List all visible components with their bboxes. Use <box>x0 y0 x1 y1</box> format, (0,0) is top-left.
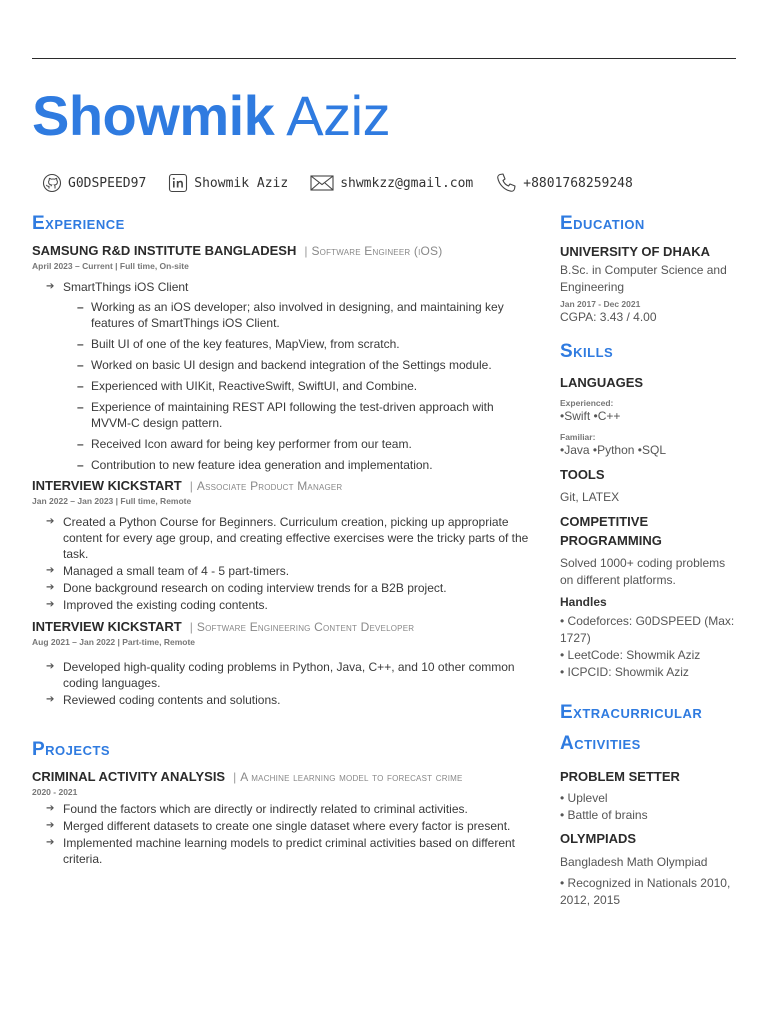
job-organization: INTERVIEW KICKSTART <box>32 478 182 493</box>
handle-icpc: • ICPCID: Showmik Aziz <box>560 665 689 679</box>
list-item: – Worked on basic UI design and backend integration of the Settings module. <box>77 358 492 372</box>
arrow-bullet-icon: ➔ <box>46 803 55 814</box>
olympiad-recognition: • Recognized in Nationals 2010, 2012, 2015 <box>560 876 731 907</box>
contact-email[interactable] <box>310 174 473 192</box>
extracurricular-heading-line2: Activities <box>560 733 641 754</box>
familiar-label: Familiar: <box>560 432 596 442</box>
list-item: ➔ Done background research on coding interview trends for a B2B project. <box>46 581 447 595</box>
phone-icon <box>495 172 517 194</box>
project-description: A machine learning model to forecast crime <box>240 770 463 784</box>
list-item: – Received Icon award for being key performer from our team. <box>77 437 412 451</box>
dash-bullet-icon: – <box>77 379 84 393</box>
projects-heading: Projects <box>32 739 111 760</box>
github-icon <box>42 173 62 193</box>
contact-bar <box>42 172 655 194</box>
job-role: Software Engineer (iOS) <box>311 244 443 258</box>
job-separator: | <box>189 479 193 493</box>
dash-bullet-icon: – <box>77 458 84 472</box>
arrow-bullet-icon: ➔ <box>46 599 55 610</box>
extracurricular-heading-line1: Extracurricular <box>560 702 703 723</box>
skills-heading: Skills <box>560 341 614 362</box>
handle-leetcode: • LeetCode: Showmik Aziz <box>560 648 701 662</box>
degree: B.Sc. in Computer Science and Engineering <box>560 263 727 294</box>
experienced-languages: •Swift •C++ <box>560 409 621 423</box>
education-date: Jan 2017 - Dec 2021 <box>560 299 641 309</box>
arrow-bullet-icon: ➔ <box>46 565 55 576</box>
dash-bullet-icon: – <box>77 300 84 314</box>
job-entry <box>32 243 532 473</box>
list-item: ➔ Implemented machine learning models to predict criminal activities based on different criteria. <box>46 836 516 866</box>
arrow-bullet-icon: ➔ <box>46 661 55 672</box>
handle-codeforces: • Codeforces: G0DSPEED (Max: 1727) <box>560 614 735 645</box>
phone-number: +8801768259248 <box>523 175 633 191</box>
project-entry <box>32 769 532 867</box>
project-name: CRIMINAL ACTIVITY ANALYSIS <box>32 769 226 784</box>
list-item: – Experience of maintaining REST API following the test-driven approach with MVVM-C design pattern. <box>77 400 494 430</box>
list-item: ➔ Found the factors which are directly or indirectly related to criminal activities. <box>46 802 468 816</box>
arrow-bullet-icon: ➔ <box>46 281 55 292</box>
list-item: – Contribution to new feature idea generation and implementation. <box>77 458 433 472</box>
list-item: – Working as an iOS developer; also involved in designing, and maintaining key features of SmartThings iOS Client. <box>77 300 504 330</box>
project-date: 2020 - 2021 <box>32 787 78 797</box>
experience-heading: Experience <box>32 213 125 234</box>
linkedin-name: Showmik Aziz <box>194 175 289 191</box>
arrow-bullet-icon: ➔ <box>46 837 55 848</box>
school-name: UNIVERSITY OF DHAKA <box>560 244 710 259</box>
job-organization: SAMSUNG R&D INSTITUTE BANGLADESH <box>32 243 297 258</box>
job-separator: | <box>189 620 193 634</box>
list-item: – Experienced with UIKit, ReactiveSwift, SwiftUI, and Combine. <box>77 379 418 393</box>
job-date: Jan 2022 – Jan 2023 | Full time, Remote <box>32 496 192 506</box>
dash-bullet-icon: – <box>77 437 84 451</box>
list-item: – Built UI of one of the key features, MapView, from scratch. <box>77 337 400 351</box>
list-item: ➔ Developed high-quality coding problems in Python, Java, C++, and 10 other common coding languages. <box>46 660 515 690</box>
cp-heading: COMPETITIVE PROGRAMMING <box>560 514 662 548</box>
arrow-bullet-icon: ➔ <box>46 820 55 831</box>
cp-description: Solved 1000+ coding problems on different platforms. <box>560 556 726 587</box>
experienced-label: Experienced: <box>560 398 614 408</box>
dash-bullet-icon: – <box>77 400 84 414</box>
problem-setter-heading: PROBLEM SETTER <box>560 769 680 784</box>
right-column <box>560 212 740 909</box>
languages-heading: LANGUAGES <box>560 375 644 390</box>
dash-bullet-icon: – <box>77 337 84 351</box>
list-item: ➔ Created a Python Course for Beginners. Curriculum creation, picking up appropriate content for every age group, and creating effective exercises were the tricky parts of the task. <box>46 515 529 561</box>
job-entry <box>32 619 532 708</box>
setter-item: • Battle of brains <box>560 808 648 822</box>
job-entry <box>32 478 532 613</box>
left-column <box>32 212 532 868</box>
arrow-bullet-icon: ➔ <box>46 582 55 593</box>
list-item: ➔ SmartThings iOS Client – Working as an iOS developer; also involved in designing, and maintaining key features of SmartThings iOS Client. – Built UI of one of the key features, MapView, from scratch. – Worked on basic UI design and backend integration of the Settings module. – Experienced with UIKit, ReactiveSwift, SwiftUI, and Combine. – Experience of maintaining REST API following the test-driven approach with MVVM-C design pattern. – Received Icon award for being key performer from our team. – Contribution to new feature idea generation and implementation. <box>32 279 532 473</box>
job-role: Software Engineering Content Developer <box>196 620 415 634</box>
last-name: Aziz <box>286 84 391 147</box>
project-separator: | <box>233 770 237 784</box>
contact-linkedin[interactable] <box>168 173 288 193</box>
education-heading: Education <box>560 213 645 234</box>
page-title <box>32 84 390 148</box>
top-divider <box>32 58 736 59</box>
arrow-bullet-icon: ➔ <box>46 694 55 705</box>
job-separator: | <box>304 244 308 258</box>
tools-heading: TOOLS <box>560 467 605 482</box>
first-name: Showmik <box>32 84 275 147</box>
list-item: ➔ Managed a small team of 4 - 5 part-timers. <box>46 564 290 578</box>
list-item: ➔ Improved the existing coding contents. <box>46 598 268 612</box>
job-date: April 2023 – Current | Full time, On-site <box>32 261 189 271</box>
familiar-languages: •Java •Python •SQL <box>560 443 666 457</box>
contact-phone[interactable] <box>495 172 633 194</box>
cgpa: CGPA: 3.43 / 4.00 <box>560 310 657 324</box>
arrow-bullet-icon: ➔ <box>46 516 55 527</box>
job-date: Aug 2021 – Jan 2022 | Part-time, Remote <box>32 637 196 647</box>
mail-icon <box>310 174 334 192</box>
contact-github[interactable] <box>42 173 146 193</box>
setter-item: • Uplevel <box>560 791 608 805</box>
list-item: ➔ Reviewed coding contents and solutions. <box>46 693 281 707</box>
github-handle: G0DSPEED97 <box>68 175 147 191</box>
dash-bullet-icon: – <box>77 358 84 372</box>
tools-list: Git, LATEX <box>560 490 620 504</box>
olympiad-name: Bangladesh Math Olympiad <box>560 855 708 869</box>
linkedin-icon <box>168 173 188 193</box>
job-organization: INTERVIEW KICKSTART <box>32 619 182 634</box>
job-role: Associate Product Manager <box>196 479 343 493</box>
handles-label: Handles <box>560 595 607 609</box>
list-item: ➔ Merged different datasets to create one single dataset where every factor is present. <box>46 819 511 833</box>
extracurricular-heading <box>560 697 740 759</box>
olympiads-heading: OLYMPIADS <box>560 831 637 846</box>
email-address: shwmkzz@gmail.com <box>340 175 474 191</box>
